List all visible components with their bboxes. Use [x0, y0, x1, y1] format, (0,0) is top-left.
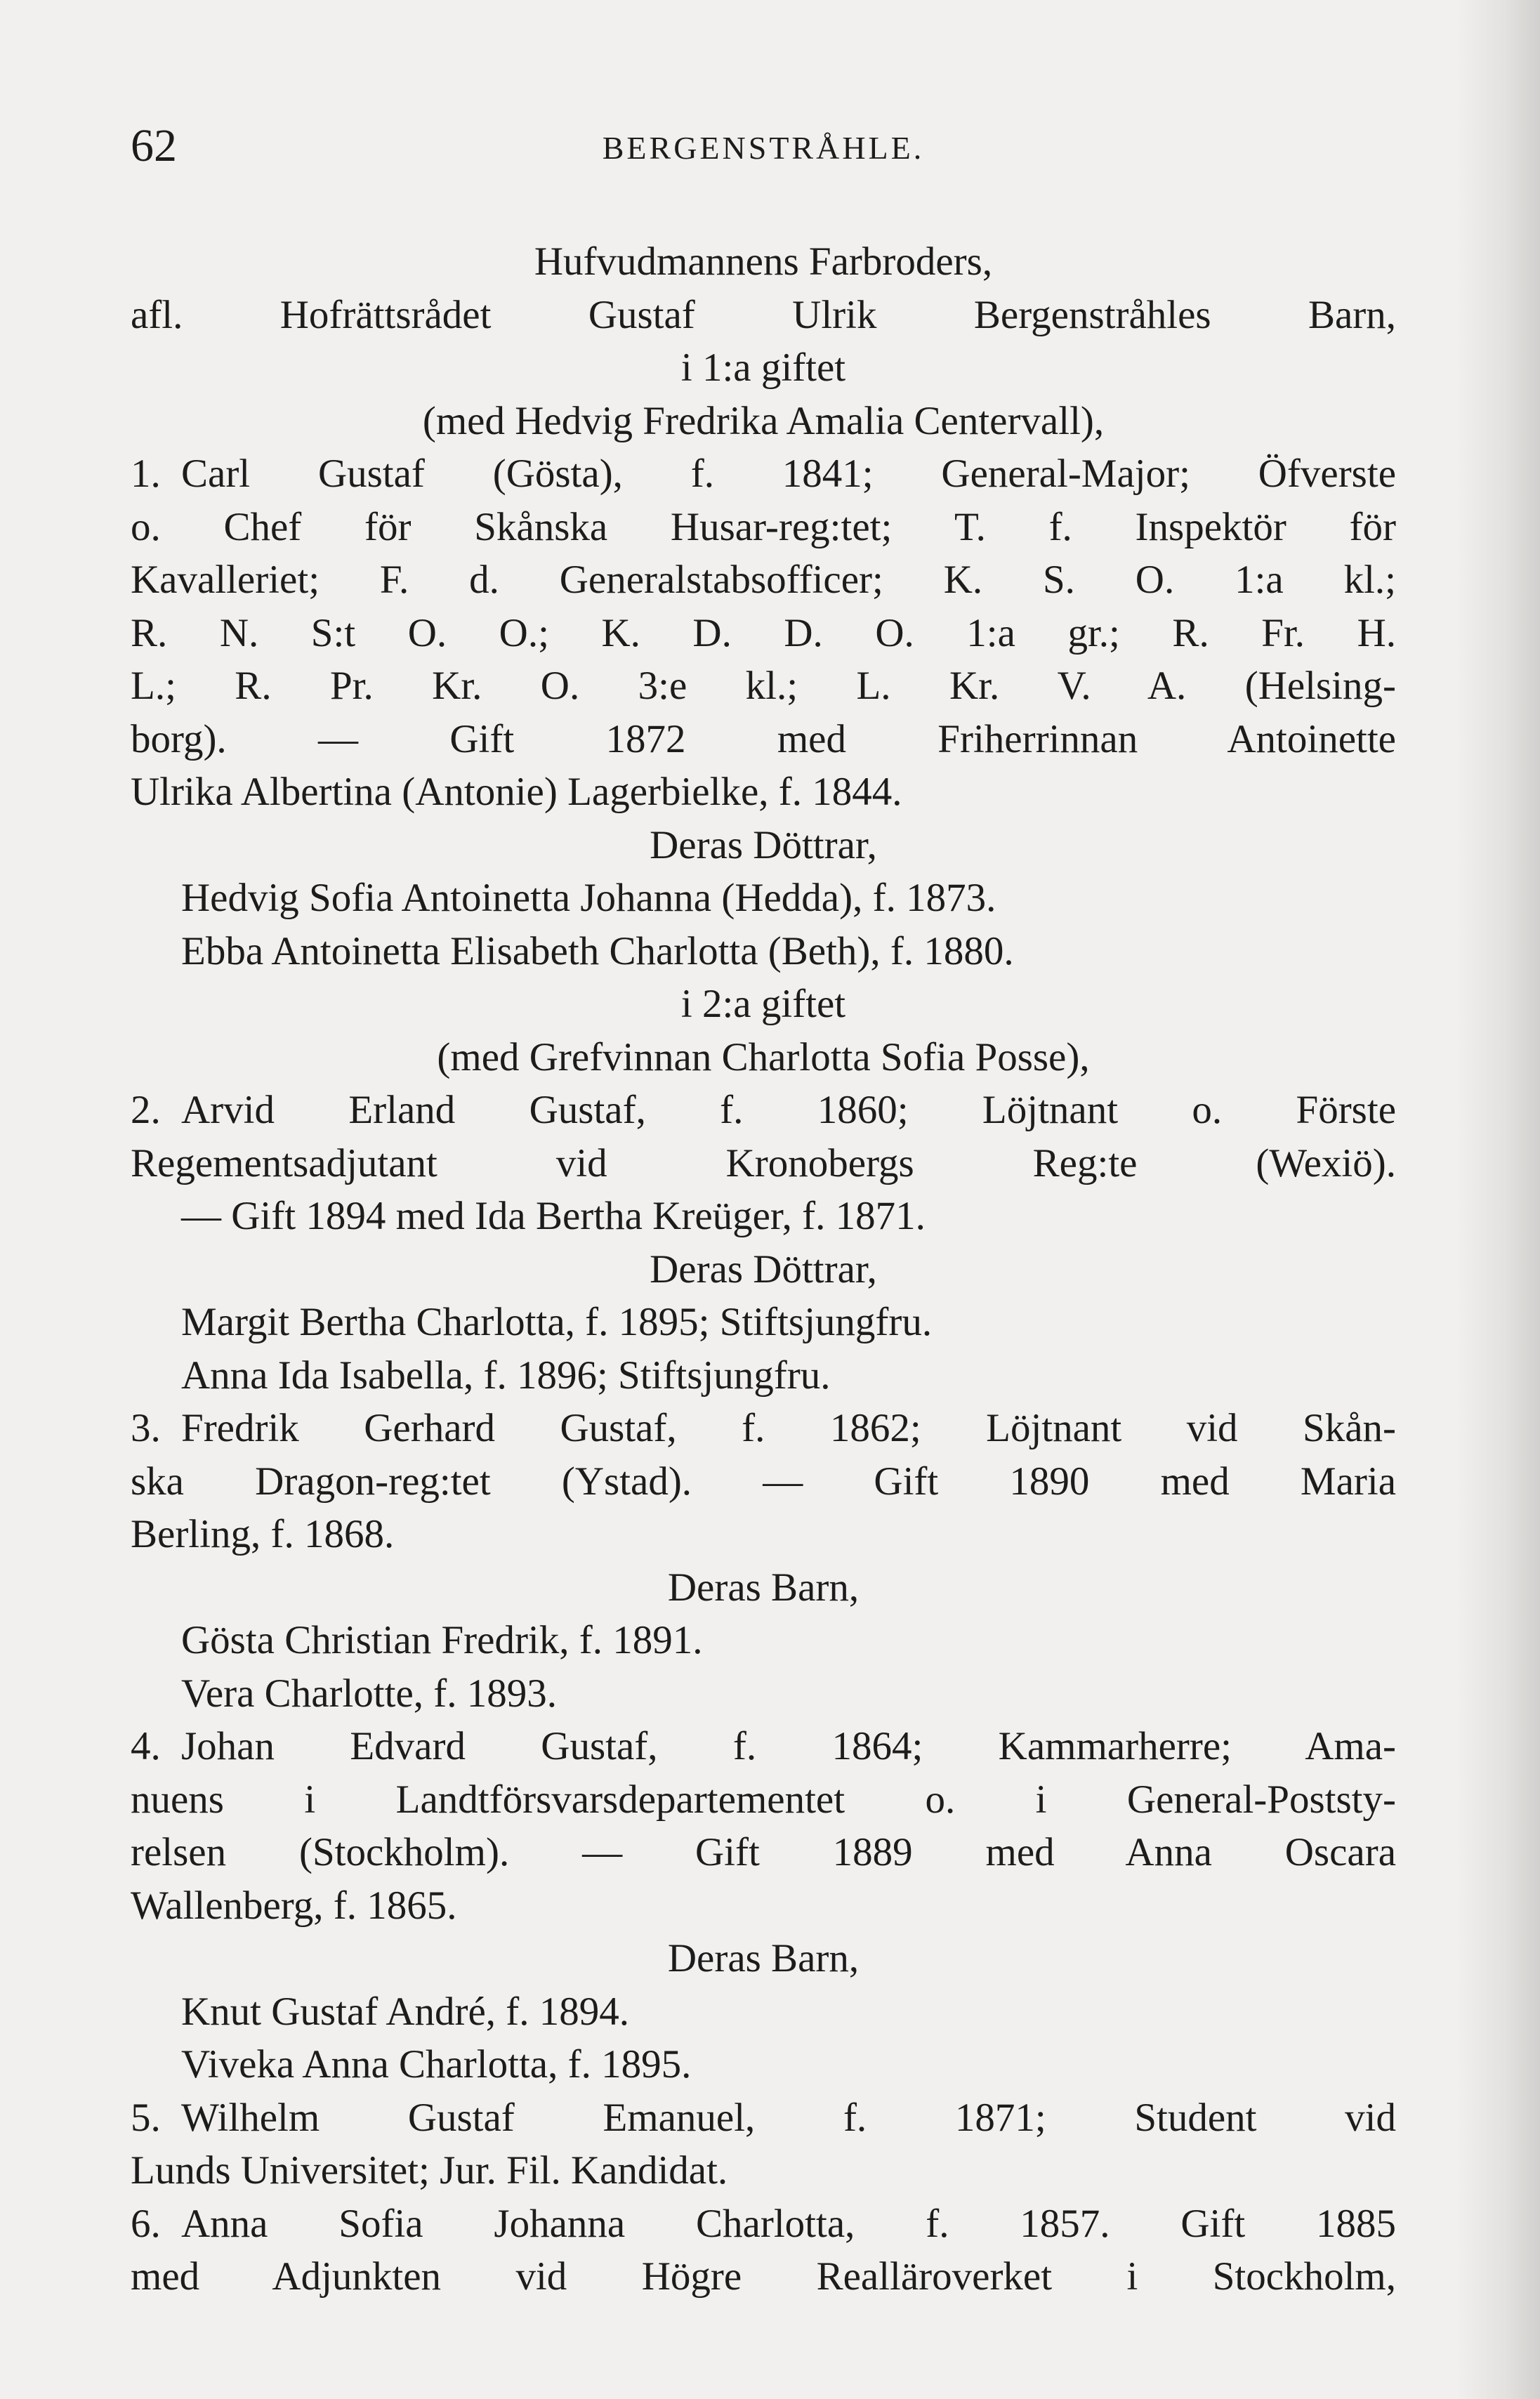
text-line: Fredrik Gerhard Gustaf, f. 1862; Löjtnant vid Skån-: [181, 1406, 1396, 1450]
page-text: [131, 235, 1396, 2303]
entry-number: 1.: [131, 452, 161, 496]
text-line: Vera Charlotte, f. 1893.: [181, 1671, 558, 1716]
text-line: i 2:a giftet: [680, 982, 846, 1026]
text-line: Deras Barn,: [667, 1936, 860, 1980]
text-line: Viveka Anna Charlotta, f. 1895.: [181, 2042, 692, 2086]
text-line: Deras Döttrar,: [650, 822, 877, 867]
text-line: Regementsadjutant vid Kronobergs Reg:te (Wexiö).: [131, 1141, 1396, 1185]
text-line: Anna Sofia Johanna Charlotta, f. 1857. Gift 1885: [181, 2201, 1396, 2246]
entry-line: [131, 2197, 1396, 2251]
page-edge-shadow: [1456, 0, 1540, 2399]
text-line: Deras Döttrar,: [650, 1247, 877, 1291]
entry-line: [131, 2091, 1396, 2145]
text-line: borg). — Gift 1872 med Friherrinnan Antoinette: [131, 716, 1396, 761]
text-line: Gösta Christian Fredrik, f. 1891.: [181, 1618, 703, 1662]
text-line: Arvid Erland Gustaf, f. 1860; Löjtnant o. Förste: [181, 1088, 1396, 1132]
entry-line: [131, 1402, 1396, 1455]
text-line: Berling, f. 1868.: [131, 1512, 395, 1556]
entry-line: [131, 1084, 1396, 1137]
entry-line: [131, 1720, 1396, 1773]
text-line: (med Grefvinnan Charlotta Sofia Posse),: [437, 1034, 1090, 1079]
text-line: R. N. S:t O. O.; K. D. D. O. 1:a gr.; R. Fr. H.: [131, 610, 1396, 655]
text-line: (med Hedvig Fredrika Amalia Centervall),: [422, 398, 1105, 443]
text-line: med Adjunkten vid Högre Realläroverket i Stockholm,: [131, 2254, 1396, 2299]
text-line: Hufvudmannens Farbroders,: [534, 239, 993, 284]
text-line: Deras Barn,: [667, 1565, 860, 1610]
text-line: Kavalleriet; F. d. Generalstabsofficer; K. S. O. 1:a kl.;: [131, 558, 1396, 602]
running-title: BERGENSTRÅHLE.: [602, 130, 925, 166]
text-line: Carl Gustaf (Gösta), f. 1841; General-Major; Öfverste: [181, 452, 1396, 496]
entry-number: 4.: [131, 1724, 161, 1768]
text-line: relsen (Stockholm). — Gift 1889 med Anna Oscara: [131, 1830, 1396, 1874]
text-line: o. Chef för Skånska Husar-reg:tet; T. f. Inspektör för: [131, 504, 1396, 549]
text-line: nuens i Landtförsvarsdepartementet o. i General-Poststy-: [131, 1777, 1396, 1822]
text-line: — Gift 1894 med Ida Bertha Kreüger, f. 1871.: [181, 1194, 926, 1238]
entry-number: 3.: [131, 1406, 161, 1450]
entry-number: 5.: [131, 2095, 161, 2140]
text-line: Knut Gustaf André, f. 1894.: [181, 1989, 629, 2034]
text-line: Wilhelm Gustaf Emanuel, f. 1871; Student vid: [181, 2095, 1396, 2140]
text-line: Ebba Antoinetta Elisabeth Charlotta (Beth), f. 1880.: [181, 928, 1014, 973]
text-line: Hedvig Sofia Antoinetta Johanna (Hedda), f. 1873.: [181, 876, 996, 920]
text-line: Ulrika Albertina (Antonie) Lagerbielke, f. 1844.: [131, 770, 902, 814]
page-header: [131, 119, 1396, 176]
text-line: L.; R. Pr. Kr. O. 3:e kl.; L. Kr. V. A. (Helsing-: [131, 664, 1396, 708]
text-line: ska Dragon-reg:tet (Ystad). — Gift 1890 med Maria: [131, 1459, 1396, 1504]
entry-number: 2.: [131, 1088, 161, 1132]
text-line: Margit Bertha Charlotta, f. 1895; Stiftsjungfru.: [181, 1300, 933, 1344]
entry-line: [131, 447, 1396, 501]
text-line: i 1:a giftet: [680, 346, 846, 390]
text-line: Johan Edvard Gustaf, f. 1864; Kammarherre; Ama-: [181, 1724, 1396, 1768]
entry-number: 6.: [131, 2201, 161, 2246]
text-line: Wallenberg, f. 1865.: [131, 1883, 457, 1928]
text-line: afl. Hofrättsrådet Gustaf Ulrik Bergenstråhles Barn,: [131, 292, 1396, 337]
text-line: Anna Ida Isabella, f. 1896; Stiftsjungfru.: [181, 1353, 831, 1398]
text-line: Lunds Universitet; Jur. Fil. Kandidat.: [131, 2148, 728, 2193]
page-number: 62: [131, 120, 177, 171]
